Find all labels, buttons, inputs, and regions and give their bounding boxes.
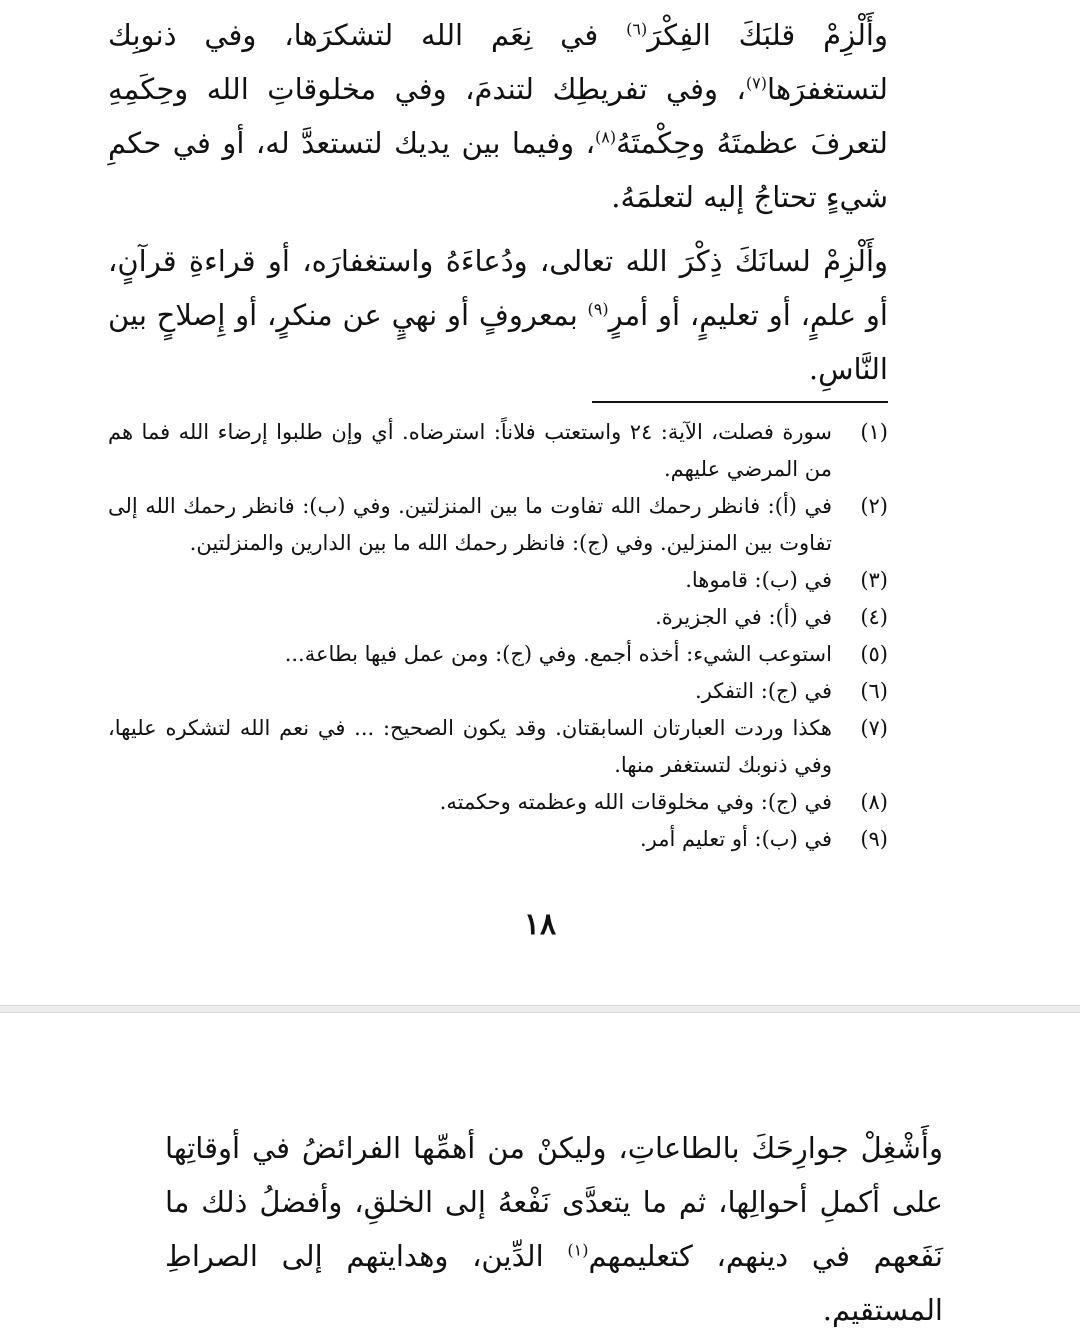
page-separator xyxy=(0,1005,1080,1013)
footnote-text: في (أ): في الجزيرة. xyxy=(655,605,832,629)
paragraph xyxy=(165,1121,943,1337)
bottom-body-text xyxy=(165,1121,943,1337)
footnote-divider xyxy=(592,401,888,403)
footnote-ref: (٨) xyxy=(595,127,617,147)
footnote-ref: (٧) xyxy=(745,73,767,93)
paragraph xyxy=(108,8,888,224)
footnote-text: هكذا وردت العبارتان السابقتان. وقد يكون الصحيح: ... في نعم الله لتشكره عليها، وفي ذنوبك لتستغفر منها. xyxy=(108,716,832,777)
bottom-page xyxy=(0,1013,1080,1325)
footnote xyxy=(108,599,888,636)
footnote-number: (٤) xyxy=(860,605,888,629)
footnote xyxy=(108,414,888,488)
footnote xyxy=(108,562,888,599)
footnote-ref: (٦) xyxy=(626,19,648,39)
footnote xyxy=(108,821,888,858)
footnote xyxy=(108,488,888,562)
footnote-ref: (٩) xyxy=(587,299,609,319)
paragraph-text: ، وفيما بين يديك لتستعدَّ له، أو في حكمِ شيءٍ تحتاجُ إليه لتعلمَهُ. xyxy=(108,126,888,214)
footnote xyxy=(108,710,888,784)
footnotes-list xyxy=(108,414,888,858)
footnote-text: في (ج): وفي مخلوقات الله وعظمته وحكمته. xyxy=(439,790,832,814)
footnote-number: (٣) xyxy=(860,568,888,592)
footnote-text: في (ب): قاموها. xyxy=(685,568,832,592)
paragraph xyxy=(108,234,888,396)
footnote xyxy=(108,636,888,673)
paragraph-text: الدِّين، وهدايتهم إلى الصراطِ المستقيم. xyxy=(165,1239,943,1327)
top-body-text xyxy=(108,8,888,396)
footnote-text: في (ج): التفكر. xyxy=(695,679,832,703)
paragraph-text: بمعروفٍ أو نهيٍ عن منكرٍ، أو إِصلاحٍ بين النَّاسِ. xyxy=(108,298,888,386)
footnote-text: في (أ): فانظر رحمك الله تفاوت ما بين المنزلتين. وفي (ب): فانظر رحمك الله إلى تفاوت بين المنزلين. وفي (ج): فانظر رحمك الله ما بين الدارين والمنزلتين. xyxy=(108,494,832,555)
footnote-number: (٨) xyxy=(860,790,888,814)
footnote-text: سورة فصلت، الآية: ٢٤ واستعتب فلاناً: استرضاه. أي وإن طلبوا إرضاء الله فما هم من المرضي عليهم. xyxy=(108,420,832,481)
footnote-number: (٦) xyxy=(860,679,888,703)
footnote-text: استوعب الشيء: أخذه أجمع. وفي (ج): ومن عمل فيها بطاعة... xyxy=(284,642,832,666)
paragraph-text: ، وفي تفريطِك لتندمَ، وفي مخلوقاتِ الله وحِكَمِهِ لتعرفَ عظمتَهُ وحِكْمتَهُ xyxy=(108,72,888,160)
footnote-number: (٥) xyxy=(860,642,888,666)
paragraph-text: في نِعَم الله لتشكرَها، وفي ذنوبِك لتستغفرَها xyxy=(108,18,888,106)
paragraph-text: وأَلْزِمْ قلبَكَ الفِكْرَ xyxy=(647,18,888,52)
footnote-text: في (ب): أو تعليم أمر. xyxy=(639,827,832,851)
footnote-number: (٩) xyxy=(860,827,888,851)
footnote-number: (١) xyxy=(860,420,888,444)
footnote-number: (٧) xyxy=(860,716,888,740)
page-number: ١٨ xyxy=(523,907,557,942)
footnote xyxy=(108,784,888,821)
footnote xyxy=(108,673,888,710)
footnote-ref: (١) xyxy=(567,1240,589,1260)
footnote-number: (٢) xyxy=(860,494,888,518)
paragraph-text: وأَشْغِلْ جوارِحَكَ بالطاعاتِ، وليكنْ من أهمِّها الفرائضُ في أوقاتِها على أكملِ أحوالِها، ثم ما يتعدَّى نَفْعهُ إلى الخلقِ، وأفضلُ ذلك ما نَفَعهم في دينهم، كتعليمهم xyxy=(165,1131,943,1273)
paragraph-text: وأَلْزِمْ لسانَكَ ذِكْرَ الله تعالى، ودُعاءَهُ واستغفارَه، أو قراءةِ قرآنٍ، أو علمٍ، أو تعليمٍ، أو أمرٍ xyxy=(108,244,888,332)
